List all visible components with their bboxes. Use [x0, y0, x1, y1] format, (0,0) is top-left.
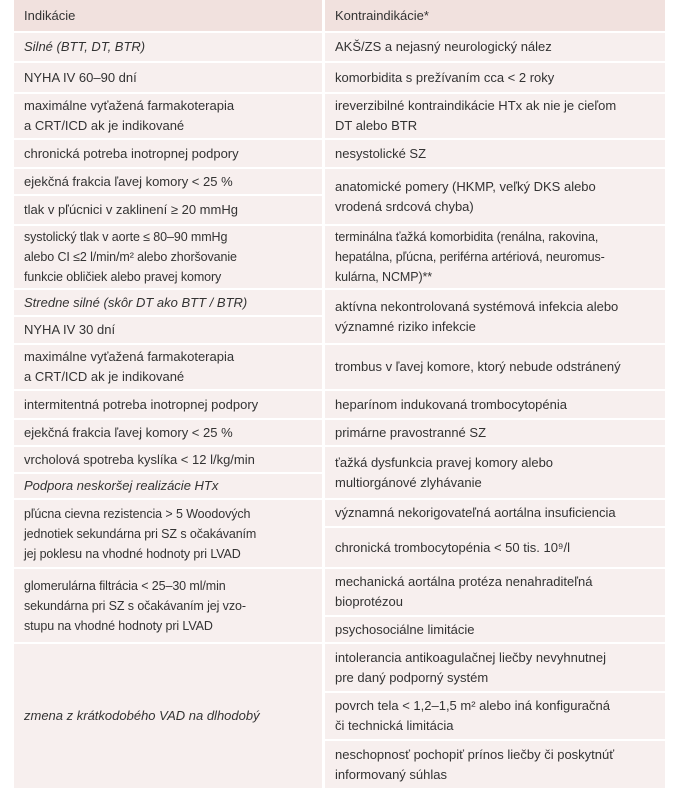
indications-section-vad: zmena z krátkodobého VAD na dlhodobý: [14, 644, 322, 788]
contraindication-cell: významná nekorigovateľná aortálna insuficiencia: [325, 500, 665, 526]
contraindication-cell: neschopnosť pochopiť prínos liečby či poskytnúť informovaný súhlas: [325, 741, 665, 788]
indications-section-htx: Podpora neskoršej realizácie HTx: [14, 474, 322, 498]
contraindication-cell: primárne pravostranné SZ: [325, 420, 665, 445]
indication-cell: maximálne vyťažená farmakoterapia a CRT/ICD ak je indikované: [14, 345, 322, 389]
contraindication-cell: anatomické pomery (HKMP, veľký DKS alebo vrodená srdcová chyba): [325, 169, 665, 224]
contraindication-cell: psychosociálne limitácie: [325, 617, 665, 642]
indication-cell: chronická potreba inotropnej podpory: [14, 140, 322, 167]
contraindication-cell: AKŠ/ZS a nejasný neurologický nález: [325, 33, 665, 61]
contraindication-cell: intolerancia antikoagulačnej liečby nevyhnutnej pre daný podporný systém: [325, 644, 665, 691]
contraindication-cell: trombus v ľavej komore, ktorý nebude odstránený: [325, 345, 665, 389]
indications-section-strong: Silné (BTT, DT, BTR): [14, 33, 322, 61]
indication-cell: tlak v pľúcnici v zaklinení ≥ 20 mmHg: [14, 196, 322, 224]
contraindication-cell: ťažká dysfunkcia pravej komory alebo multiorgánové zlyhávanie: [325, 447, 665, 498]
contraindication-cell: heparínom indukovaná trombocytopénia: [325, 391, 665, 418]
contraindication-cell: aktívna nekontrolovaná systémová infekcia alebo významné riziko infekcie: [325, 290, 665, 343]
contraindication-cell: terminálna ťažká komorbidita (renálna, rakovina, hepatálna, pľúcna, periférna artériová, neuromus- kulárna, NCMP)**: [325, 226, 665, 288]
indication-cell: ejekčná frakcia ľavej komory < 25 %: [14, 169, 322, 194]
indications-section-medium: Stredne silné (skôr DT ako BTT / BTR): [14, 290, 322, 315]
indication-cell: ejekčná frakcia ľavej komory < 25 %: [14, 420, 322, 445]
indication-cell: vrcholová spotreba kyslíka < 12 l/kg/min: [14, 447, 322, 472]
contraindication-cell: mechanická aortálna protéza nenahraditeľná bioprotézou: [325, 569, 665, 615]
indication-cell: glomerulárna filtrácia < 25–30 ml/min sekundárna pri SZ s očakávaním jej vzo- stupu na vhodné hodnoty pri LVAD: [14, 569, 322, 642]
header-contraindications: Kontraindikácie*: [325, 0, 665, 31]
contraindication-cell: chronická trombocytopénia < 50 tis. 10⁹/l: [325, 528, 665, 567]
contraindication-cell: nesystolické SZ: [325, 140, 665, 167]
indication-cell: pľúcna cievna rezistencia > 5 Woodových jednotiek sekundárna pri SZ s očakávaním jej poklesu na vhodné hodnoty pri LVAD: [14, 500, 322, 567]
indication-cell: intermitentná potreba inotropnej podpory: [14, 391, 322, 418]
contraindication-cell: povrch tela < 1,2–1,5 m² alebo iná konfiguračná či technická limitácia: [325, 693, 665, 739]
contraindication-cell: komorbidita s prežívaním cca < 2 roky: [325, 63, 665, 92]
indication-cell: systolický tlak v aorte ≤ 80–90 mmHg alebo CI ≤2 l/min/m² alebo zhoršovanie funkcie obličiek alebo pravej komory: [14, 226, 322, 288]
indication-cell: NYHA IV 60–90 dní: [14, 63, 322, 92]
indications-table: [14, 0, 665, 800]
indication-cell: NYHA IV 30 dní: [14, 317, 322, 343]
header-indications: Indikácie: [14, 0, 322, 31]
contraindication-cell: ireverzibilné kontraindikácie HTx ak nie je cieľom DT alebo BTR: [325, 94, 665, 138]
indication-cell: maximálne vyťažená farmakoterapia a CRT/ICD ak je indikované: [14, 94, 322, 138]
